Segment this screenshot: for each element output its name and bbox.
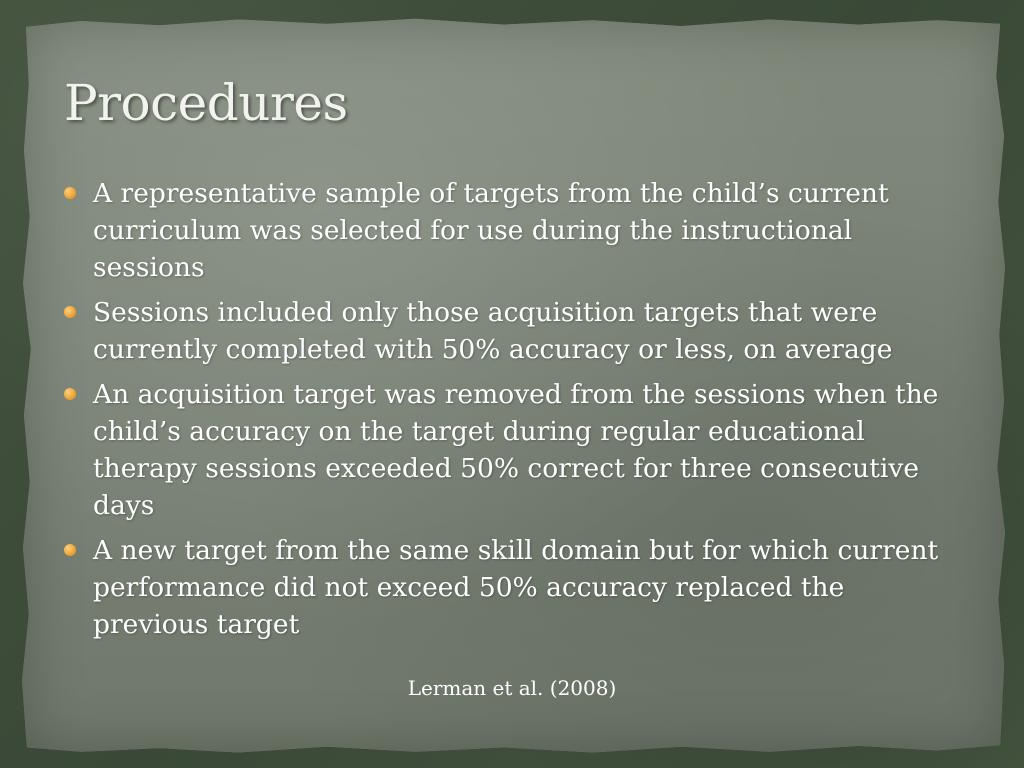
bullet-item-2	[62, 294, 962, 368]
bullet-dot-icon	[64, 306, 76, 318]
bullet-list	[62, 175, 962, 651]
bullet-text-3: An acquisition target was removed from the sessions when the child’s accuracy on the target during regular educational therapy sessions exceeded 50% correct for three consecutive days	[93, 379, 939, 521]
bullet-item-3	[62, 376, 962, 524]
bullet-text-4: A new target from the same skill domain but for which current performance did not exceed 50% accuracy replaced the previous target	[93, 535, 939, 640]
bullet-dot-icon	[64, 187, 76, 199]
bullet-item-4	[62, 532, 962, 643]
bullet-item-1	[62, 175, 962, 286]
slide-title: Procedures	[64, 74, 348, 132]
bullet-text-2: Sessions included only those acquisition targets that were currently completed with 50% accuracy or less, on average	[93, 297, 893, 365]
citation: Lerman et al. (2008)	[407, 676, 617, 700]
bullet-dot-icon	[64, 388, 76, 400]
bullet-dot-icon	[64, 544, 76, 556]
bullet-text-1: A representative sample of targets from the child’s current curriculum was selected for use during the instructional sessions	[93, 178, 889, 283]
